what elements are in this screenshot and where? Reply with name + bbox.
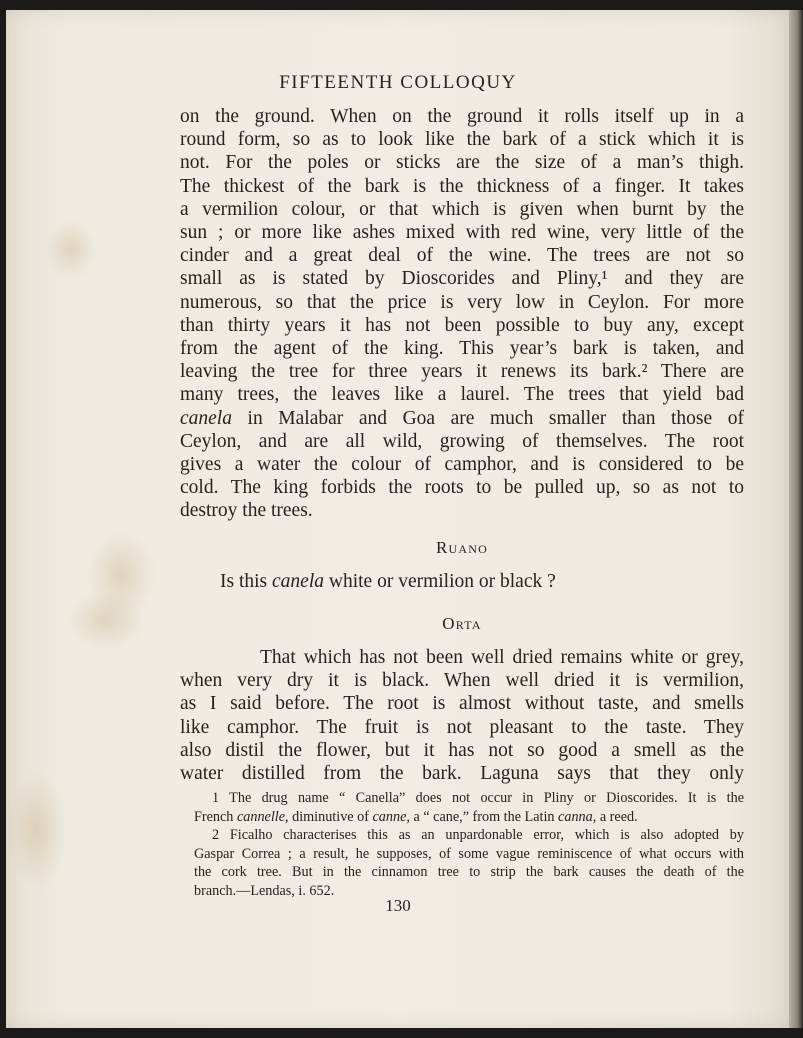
text-line: sun ; or more like ashes mixed with red wine, very little of the: [180, 222, 744, 244]
footnote-2-line: 2 Ficalho characterises this as an unpardonable error, which is also adopted by: [212, 827, 744, 844]
text-line: as I said before. The root is almost without taste, and smells: [180, 693, 744, 715]
text-line: cinder and a great deal of the wine. The trees are not so: [180, 245, 744, 267]
text-line: water distilled from the bark. Laguna says that they only: [180, 763, 744, 785]
paragraph-main: [180, 105, 744, 523]
text-line: a vermilion colour, or that which is given when burnt by the: [180, 198, 744, 220]
text-line-canela: canela in Malabar and Goa are much smaller than those of: [180, 407, 744, 429]
text-line: when very dry it is black. When well dried it is vermilion,: [180, 670, 744, 692]
text-line: small as is stated by Dioscorides and Pliny,¹ and they are: [180, 268, 744, 290]
question-line: [220, 570, 740, 593]
footnote-1-line: French cannelle, diminutive of canne, a “ cane,” from the Latin canna, a reed.: [194, 808, 638, 825]
text-line: leaving the tree for three years it renews its bark.² There are: [180, 361, 744, 383]
text-line: cold. The king forbids the roots to be pulled up, so as not to: [180, 477, 744, 499]
footnote-2-line: the cork tree. But in the cinnamon tree to strip the bark causes the death of the: [194, 864, 744, 881]
footnote-1-line: 1 The drug name “ Canella” does not occur in Pliny or Dioscorides. It is the: [212, 790, 744, 806]
speaker-orta: Orta: [442, 614, 482, 633]
page-stain: [66, 590, 146, 650]
footnote-2-line: Gaspar Correa ; a result, he supposes, of some vague reminiscence of what occurs with: [194, 845, 744, 862]
page-stain: [46, 220, 96, 280]
text-line: also distil the flower, but it has not so good a smell as the: [180, 739, 744, 761]
page-number: 130: [385, 896, 411, 915]
text-line: That which has not been well dried remains white or grey,: [260, 647, 744, 668]
footnotes: [194, 789, 744, 901]
text-line: destroy the trees.: [180, 500, 313, 522]
text-line: The thickest of the bark is the thickness of a finger. It takes: [180, 175, 744, 197]
footnote-2-line: branch.—Lendas, i. 652.: [194, 882, 335, 899]
page-stain: [6, 770, 66, 890]
book-page: [6, 10, 790, 1028]
text-line: like camphor. The fruit is not pleasant to the taste. They: [180, 716, 744, 738]
text-line: round form, so as to look like the bark of a stick which it is: [180, 129, 744, 151]
running-head: FIFTEENTH COLLOQUY: [279, 72, 517, 93]
paragraph-orta: [180, 646, 744, 785]
text-line: gives a water the colour of camphor, and is considered to be: [180, 454, 744, 476]
question-text-before: Is this: [220, 571, 273, 592]
text-line: numerous, so that the price is very low in Ceylon. For more: [180, 291, 744, 313]
question-text-after: white or vermilion or black ?: [324, 571, 556, 592]
text-line: many trees, the leaves like a laurel. The trees that yield bad: [180, 384, 744, 406]
speaker-ruano: Ruano: [435, 538, 488, 557]
page-edge: [789, 10, 803, 1028]
text-line: Ceylon, and are all wild, growing of themselves. The root: [180, 430, 744, 452]
text-line: not. For the poles or sticks are the size of a man’s thigh.: [180, 152, 744, 174]
text-line: from the agent of the king. This year’s bark is taken, and: [180, 338, 744, 360]
text-line: on the ground. When on the ground it rolls itself up in a: [180, 106, 744, 127]
question-text-italic: canela: [272, 571, 324, 592]
text-line: than thirty years it has not been possible to buy any, except: [180, 314, 744, 336]
